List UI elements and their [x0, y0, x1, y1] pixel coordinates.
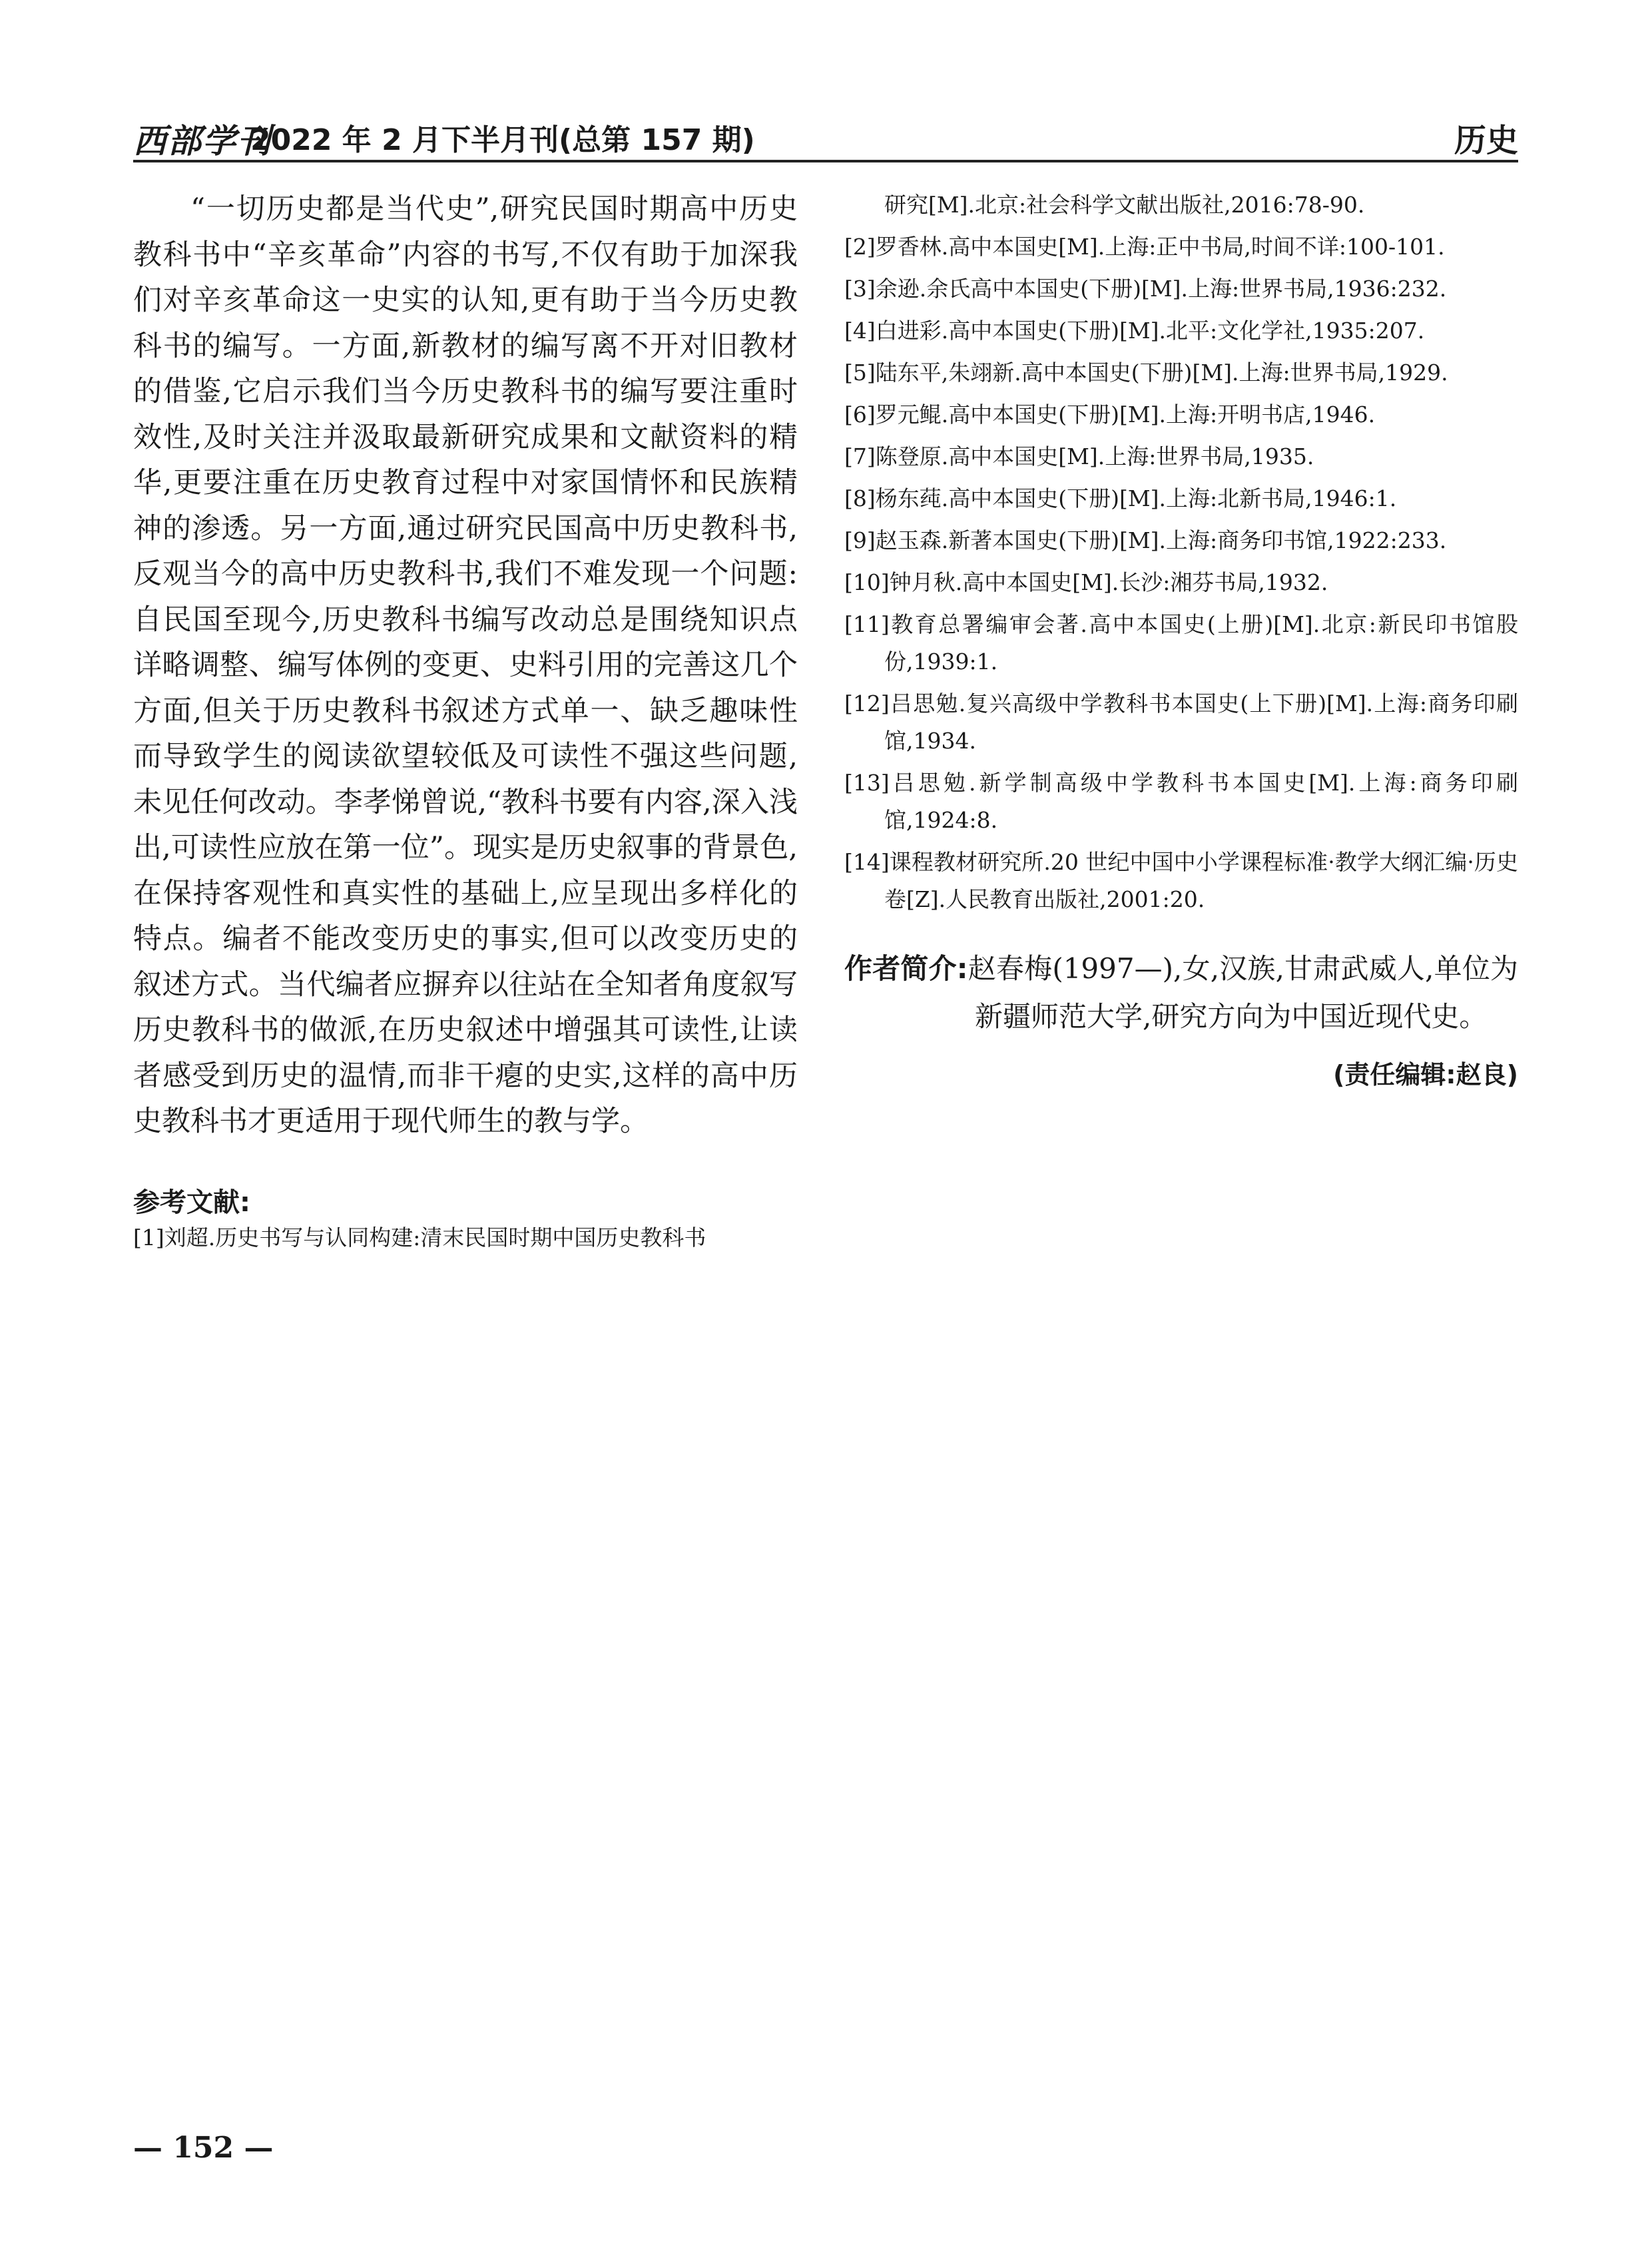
reference-item: [13]吕思勉.新学制高级中学教科书本国史[M].上海:商务印刷馆,1924:8. — [844, 770, 1518, 833]
page-number: — 152 — — [133, 2131, 274, 2165]
reference-item: [3]余逊.余氏高中本国史(下册)[M].上海:世界书局,1936:232. — [844, 276, 1447, 302]
reference-item: [1]刘超.历史书写与认同构建:清末民国时期中国历史教科书 — [133, 1224, 706, 1251]
reference-item: [4]白进彩.高中本国史(下册)[M].北平:文化学社,1935:207. — [844, 318, 1425, 344]
author-bio-label: 作者简介: — [844, 952, 968, 985]
conclusion-paragraph: “一切历史都是当代史”,研究民国时期高中历史教科书中“辛亥革命”内容的书写,不仅有助于加深我们对辛亥革命这一史实的认知,更有助于当今历史教科书的编写。一方面,新教材的编写离不开对旧教材的借鉴,它启示我们当今历史教科书的编写要注重时效性,及时关注并汲取最新研究成果和文献资料的精华,更要注重在历史教育过程中对家国情怀和民族精神的渗透。另一方面,通过研究民国高中历史教科书,反观当今的高中历史教科书,我们不难发现一个问题:自民国至现今,历史教科书编写改动总是围绕知识点详略调整、编写体例的变更、史料引用的完善这几个方面,但关于历史教科书叙述方式单一、缺乏趣味性而导致学生的阅读欲望较低及可读性不强这些问题,未见任何改动。李孝悌曾说,“教科书要有内容,深入浅出,可读性应放在第一位”。现实是历史叙事的背景色,在保持客观性和真实性的基础上,应呈现出多样化的特点。编者不能改变历史的事实,但可以改变历史的叙述方式。当代编者应摒弃以往站在全知者角度叙写历史教科书的做派,在历史叙述中增强其可读性,让读者感受到历史的温情,而非干瘪的史实,这样的高中历史教科书才更适用于现代师生的教与学。 — [133, 192, 798, 1138]
left-column — [133, 186, 798, 1261]
issue-info: 2022 年 2 月下半月刊(总第 157 期) — [250, 123, 755, 157]
journal-logo: 西部学刊 — [133, 121, 272, 160]
editor-note: (责任编辑:赵良) — [1333, 1060, 1518, 1089]
reference-item: [8]杨东莼.高中本国史(下册)[M].上海:北新书局,1946:1. — [844, 485, 1397, 511]
reference-item: [14]课程教材研究所.20 世纪中国中小学课程标准·教学大纲汇编·历史卷[Z].人民教育出版社,2001:20. — [844, 849, 1518, 912]
author-bio — [844, 945, 1518, 1041]
reference-item: [10]钟月秋.高中本国史[M].长沙:湘芬书局,1932. — [844, 569, 1328, 595]
right-column — [844, 186, 1518, 1091]
reference-item-continuation: 研究[M].北京:社会科学文献出版社,2016:78-90. — [884, 192, 1365, 218]
reference-item: [9]赵玉森.新著本国史(下册)[M].上海:商务印书馆,1922:233. — [844, 527, 1447, 553]
reference-item: [2]罗香林.高中本国史[M].上海:正中书局,时间不详:100-101. — [844, 234, 1445, 260]
reference-item: [6]罗元鲲.高中本国史(下册)[M].上海:开明书店,1946. — [844, 402, 1376, 427]
references-heading: 参考文献: — [133, 1187, 250, 1218]
section-title: 历史 — [1454, 122, 1518, 159]
reference-item: [7]陈登原.高中本国史[M].上海:世界书局,1935. — [844, 443, 1314, 469]
reference-item: [11]教育总署编审会著.高中本国史(上册)[M].北京:新民印书馆股份,1939:1. — [844, 611, 1518, 675]
author-bio-text: 赵春梅(1997—),女,汉族,甘肃武威人,单位为新疆师范大学,研究方向为中国近现代史。 — [967, 952, 1519, 1033]
page-header — [133, 112, 1518, 162]
reference-item: [12]吕思勉.复兴高级中学教科书本国史(上下册)[M].上海:商务印刷馆,1934. — [844, 691, 1518, 754]
reference-item: [5]陆东平,朱翊新.高中本国史(下册)[M].上海:世界书局,1929. — [844, 360, 1448, 386]
